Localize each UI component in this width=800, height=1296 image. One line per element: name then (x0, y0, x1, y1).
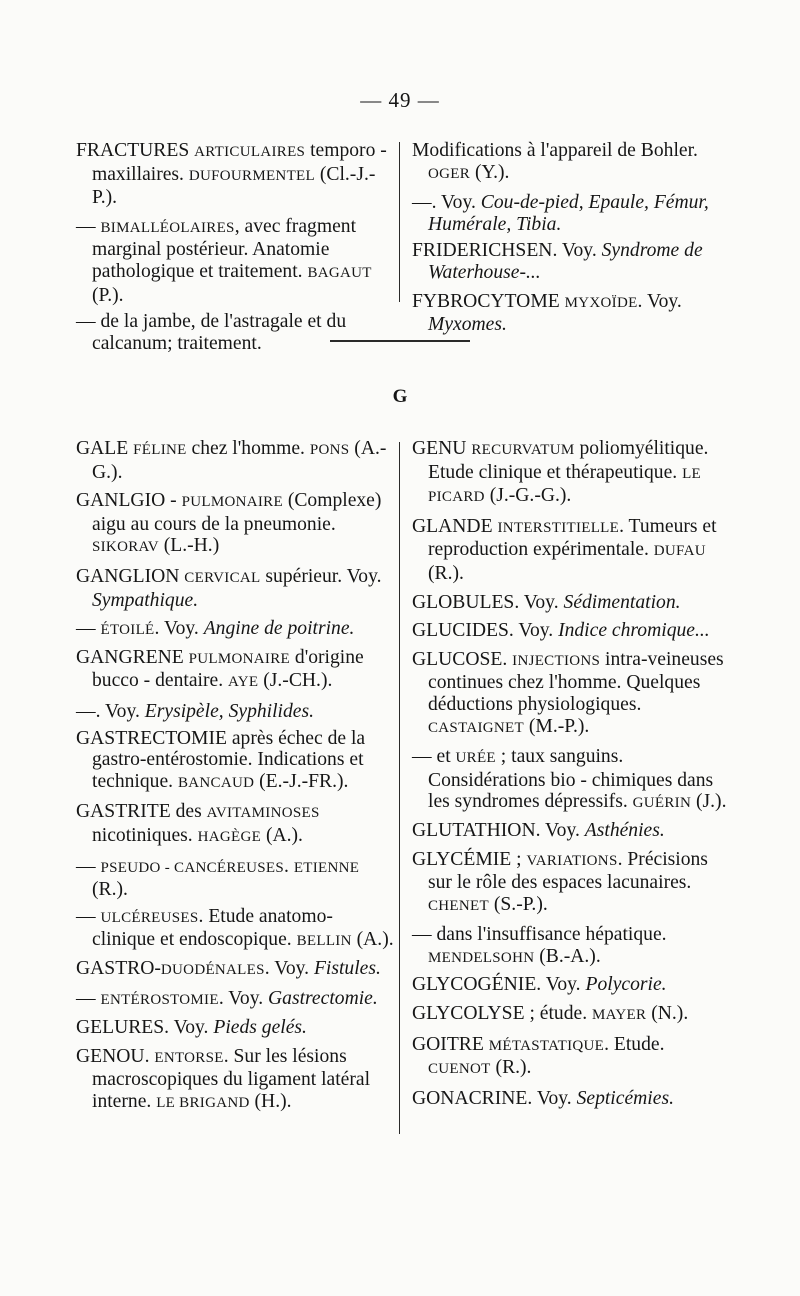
index-entry (76, 856, 396, 901)
entry-text: GLUCIDES. Voy. (412, 620, 559, 642)
index-entry (76, 701, 396, 723)
entry-text: supérieur. Voy. (260, 565, 382, 587)
author-or-qualifier: ÉTOILÉ (100, 622, 155, 639)
entry-text: GASTRITE des (76, 801, 207, 823)
entry-text: . Voy. (637, 290, 682, 312)
entry-text: — (76, 905, 101, 927)
entry-text: (H.). (249, 1090, 292, 1112)
author-or-qualifier: URÉE (455, 750, 496, 767)
author-or-qualifier: CUENOT (428, 1061, 491, 1078)
entry-text: (L.-H.) (158, 535, 220, 557)
entry-text: — (76, 215, 101, 237)
entry-text: poliomyélitique. Etude clinique et thérapeutique. (428, 438, 709, 483)
entry-text: FRACTURES (76, 140, 195, 161)
author-or-qualifier: CERVICAL (184, 569, 261, 586)
index-entry (76, 311, 390, 354)
entry-text: ; taux sanguins. Considérations bio - chimiques dans les syndromes dépressifs. (428, 746, 714, 813)
index-column-bottom-left (76, 438, 396, 1121)
author-or-qualifier: LE BRIGAND (156, 1094, 250, 1111)
index-entry (412, 1088, 728, 1110)
entry-text: — dans l'insuffisance hépatique. (412, 924, 667, 946)
author-or-qualifier: MÉTASTATIQUE (488, 1037, 605, 1054)
author-or-qualifier: VARIATIONS (526, 852, 618, 869)
index-entry (76, 618, 396, 642)
entry-text: GOITRE (412, 1033, 489, 1055)
author-or-qualifier: PONS (309, 442, 350, 458)
cross-reference: Syndrome de Waterhouse-... (428, 240, 703, 283)
author-or-qualifier: CASTAIGNET (428, 719, 524, 736)
index-column-top-left (76, 140, 390, 359)
entry-text: . (284, 855, 294, 877)
cross-reference: Sympathique. (92, 589, 199, 611)
index-entry (412, 649, 728, 739)
entry-text: GLYCOGÉNIE. Voy. (412, 974, 586, 996)
index-entry (412, 1034, 728, 1081)
entry-text: GASTRECTOMIE après échec de la gastro-entérostomie. Indications et technique. (76, 727, 366, 792)
index-entry (76, 801, 396, 848)
index-entry (412, 974, 728, 996)
index-entry (76, 988, 396, 1012)
author-or-qualifier: MENDELSOHN (428, 949, 535, 966)
author-or-qualifier: AYE (228, 674, 259, 691)
author-or-qualifier: GUÉRIN (632, 795, 692, 812)
index-entry (412, 140, 726, 185)
entry-text: GENU (412, 438, 472, 459)
author-or-qualifier: DUFAU (653, 543, 706, 560)
entry-text: (A.). (261, 824, 303, 846)
author-or-qualifier: MAYER (592, 1007, 647, 1024)
index-entry (76, 490, 396, 559)
author-or-qualifier: SIKORAV (92, 539, 159, 556)
index-entry (412, 820, 728, 842)
index-entry (76, 906, 396, 953)
index-entry (412, 192, 726, 235)
entry-text: GANGRENE (76, 646, 189, 668)
index-entry (412, 620, 728, 642)
entry-text: — (76, 988, 101, 1010)
index-entry (76, 216, 390, 306)
entry-text: GLUTATHION. Voy. (412, 819, 585, 841)
author-or-qualifier: ETIENNE (293, 859, 360, 876)
author-or-qualifier: INTERSTITIELLE (497, 519, 620, 536)
author-or-qualifier: BELLIN (296, 933, 352, 950)
entry-text: — de la jambe, de l'astragale et du calcanum; traitement. (76, 311, 347, 354)
entry-text: Modifications à l'appareil de Bohler. (412, 140, 698, 161)
author-or-qualifier: ARTICULAIRES (194, 144, 306, 160)
entry-text: GALE (76, 438, 134, 459)
entry-text: nicotiniques. (92, 824, 198, 846)
author-or-qualifier: FÉLINE (133, 442, 187, 458)
entry-text: GENOU. (76, 1045, 155, 1067)
entry-text: —. Voy. (412, 192, 481, 214)
index-entry (412, 1003, 728, 1027)
entry-text: (Y.). (470, 161, 510, 183)
index-entry (412, 438, 728, 509)
entry-text: . Précisions sur le rôle des espaces lacunaires. (428, 848, 708, 894)
entry-text: (R.). (92, 879, 128, 901)
index-entry (412, 240, 726, 283)
author-or-qualifier: ULCÉREUSES (100, 909, 199, 926)
entry-text: — et (412, 746, 456, 768)
cross-reference: Angine de poitrine. (203, 618, 355, 640)
entry-text: temporo - maxillaires. (92, 140, 387, 185)
author-or-qualifier: DUFOURMENTEL (188, 167, 315, 184)
entry-text: GELURES. Voy. (76, 1017, 214, 1039)
author-or-qualifier: ENTORSE (154, 1049, 224, 1066)
entry-text: (B.-A.). (534, 945, 601, 967)
entry-text: (Complexe) aigu au cours de la pneumonie. (92, 490, 382, 535)
index-entry (76, 140, 390, 209)
entry-text: GLUCOSE. (412, 648, 513, 670)
cross-reference: Erysipèle, Syphilides. (144, 700, 315, 722)
author-or-qualifier: PSEUDO - CANCÉREUSES (100, 859, 285, 876)
author-or-qualifier: PULMONAIRE (181, 494, 283, 511)
entry-text: . Voy. (154, 618, 204, 640)
entry-text: (J.). (691, 791, 727, 813)
author-or-qualifier: DUODÉNALES (160, 961, 265, 978)
author-or-qualifier: INJECTIONS (512, 652, 601, 669)
author-or-qualifier: MYXOÏDE (564, 294, 638, 311)
index-entry (412, 849, 728, 918)
index-entry (76, 438, 396, 483)
entry-text: GANGLION (76, 565, 185, 587)
author-or-qualifier: OGER (428, 165, 471, 182)
index-entry (76, 958, 396, 982)
index-entry (412, 516, 728, 585)
column-divider-bottom (399, 442, 400, 1134)
entry-text: (A.). (351, 929, 394, 951)
cross-reference: Fistules. (313, 957, 381, 979)
cross-reference: Sédimentation. (563, 591, 681, 613)
author-or-qualifier: BANCAUD (177, 774, 255, 791)
entry-text: FRIDERICHSEN. Voy. (412, 240, 602, 262)
index-entry (412, 924, 728, 969)
index-entry (76, 1046, 396, 1115)
index-column-top-right (412, 140, 726, 343)
entry-text: (A.-G.). (92, 438, 387, 483)
cross-reference: Asthénies. (584, 819, 665, 841)
cross-reference: Pieds gelés. (213, 1017, 307, 1039)
page-number: — 49 — (360, 88, 440, 112)
entry-text: . Voy. (264, 957, 314, 979)
entry-text: chez l'homme. (186, 438, 310, 459)
section-rule (330, 340, 470, 342)
entry-text: (S.-P.). (488, 893, 548, 915)
author-or-qualifier: BAGAUT (307, 264, 372, 281)
entry-text: (J.-G.-G.). (484, 485, 572, 507)
entry-text: (R.). (490, 1057, 532, 1079)
entry-text: (R.). (428, 562, 464, 584)
entry-text: FYBROCYTOME (412, 290, 565, 312)
index-entry (412, 746, 728, 815)
entry-text: GLYCOLYSE ; étude. (412, 1003, 593, 1025)
index-entry (76, 728, 396, 795)
entry-text: GONACRINE. Voy. (412, 1087, 577, 1109)
entry-text: (E.-J.-FR.). (254, 770, 349, 792)
index-column-bottom-right (412, 438, 728, 1116)
entry-text: . Etude. (604, 1033, 665, 1055)
entry-text: (Cl.-J.-P.). (92, 163, 376, 209)
cross-reference: Gastrectomie. (268, 988, 378, 1010)
author-or-qualifier: AVITAMINOSES (206, 805, 320, 822)
cross-reference: Myxomes. (428, 314, 507, 336)
entry-text: intra-veineuses continues chez l'homme. Quelques déductions physiologiques. (428, 648, 724, 715)
entry-text: (P.). (92, 284, 124, 306)
section-letter: G (392, 386, 408, 407)
entry-text: (M.-P.). (523, 715, 590, 737)
entry-text: . Tumeurs et reproduction expérimentale. (428, 515, 717, 561)
cross-reference: Indice chromique... (558, 620, 710, 642)
index-entry (76, 566, 396, 611)
entry-text: (N.). (646, 1003, 689, 1025)
author-or-qualifier: PULMONAIRE (188, 650, 290, 667)
column-divider-top (399, 142, 400, 302)
index-entry (412, 592, 728, 614)
entry-text: . Etude anatomo-clinique et endoscopique. (92, 905, 333, 951)
cross-reference: Septicémies. (576, 1087, 674, 1109)
entry-text: (J.-CH.). (258, 670, 333, 692)
author-or-qualifier: ENTÉROSTOMIE (100, 992, 219, 1009)
index-entry (76, 647, 396, 694)
entry-text: , avec fragment marginal postérieur. Anatomie pathologique et traitement. (92, 215, 357, 282)
entry-text: . Voy. (218, 988, 269, 1010)
cross-reference: Cou-de-pied, Epaule, Fémur, Humérale, Tibia. (428, 192, 709, 235)
author-or-qualifier: HAGÈGE (197, 828, 262, 845)
index-entry (412, 291, 726, 336)
author-or-qualifier: CHENET (428, 897, 489, 914)
author-or-qualifier: BIMALLÉOLAIRES (100, 219, 235, 236)
entry-text: . Sur les lésions macroscopiques du ligament latéral interne. (92, 1045, 371, 1112)
entry-text: d'origine bucco - dentaire. (92, 646, 364, 692)
entry-text: GASTRO- (76, 957, 161, 979)
entry-text: GLOBULES. Voy. (412, 591, 564, 613)
entry-text: — (76, 855, 101, 877)
entry-text: — (76, 618, 101, 640)
entry-text: GLANDE (412, 515, 498, 537)
index-entry (76, 1017, 396, 1039)
entry-text: —. Voy. (76, 700, 145, 722)
entry-text: GLYCÉMIE ; (412, 848, 527, 870)
author-or-qualifier: RECURVATUM (471, 442, 575, 458)
author-or-qualifier: LE PICARD (428, 465, 702, 506)
entry-text: GANLGIO - (76, 490, 182, 512)
cross-reference: Polycorie. (585, 974, 667, 996)
